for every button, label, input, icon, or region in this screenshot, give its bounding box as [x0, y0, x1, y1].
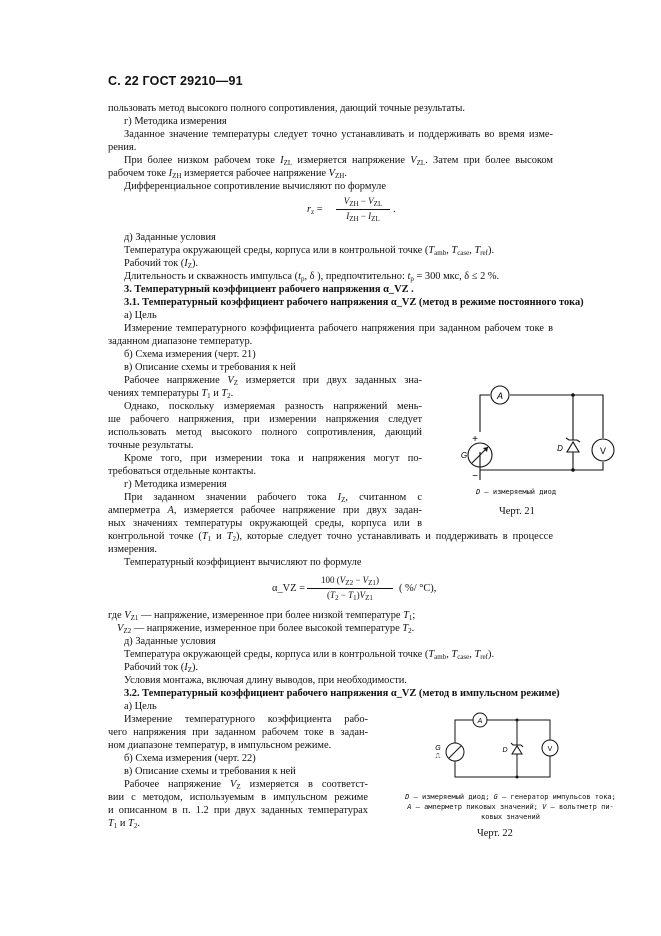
text-line: б) Схема измерения (черт. 22): [124, 753, 256, 764]
fraction-bar: [336, 209, 390, 210]
text-line: $T_1$ и $T_2$.: [108, 818, 140, 830]
text-line: рения.: [108, 142, 137, 153]
diode-label: D: [557, 444, 563, 453]
text-line: $V_{Z2}$ — напряжение, измеренное при более высокой температуре $T_2$.: [117, 623, 415, 635]
voltmeter-label: V: [547, 746, 553, 753]
formula-numerator: $V_{ZH} - V_{ZL}$: [343, 196, 383, 208]
text-line: чениях температуры $T_1$ и $T_2$.: [108, 388, 234, 400]
text-line: При более низком рабочем токе $I_{ZL}$ измеряется напряжение $V_{ZL}$. Затем при более высоком: [124, 155, 553, 167]
text-line: Дифференциальное сопротивление вычисляют по формуле: [124, 181, 386, 192]
pulse-label: ⎍: [435, 753, 441, 760]
page-header: С. 22 ГОСТ 29210—91: [108, 74, 243, 88]
fraction-bar: [307, 588, 393, 589]
generator-label: G: [460, 451, 468, 460]
minus-sign: −: [472, 471, 478, 480]
text-line: пользовать метод высокого полного сопротивления, дающий точные результаты.: [108, 103, 465, 114]
text-line: использовать метод высокого полного сопротивления, дающий: [108, 427, 422, 438]
generator-label: G: [435, 745, 441, 752]
section-heading: 3.2. Температурный коэффициент рабочего напряжения α_VZ (метод в импульсном режиме): [124, 688, 560, 699]
text-line: Рабочий ток $(I_Z)$.: [124, 258, 199, 270]
figure-caption: D — измеряемый диод; G — генератор импульсов тока;: [405, 793, 616, 801]
text-line: Измерение температурного коэффициента рабочего напряжения при заданном рабочем токе в: [124, 323, 553, 334]
text-line: Заданное значение температуры следует точно устанавливать и поддерживать во время изме-: [124, 129, 553, 140]
formula-lhs: α_VZ =: [272, 583, 305, 594]
text-line: в) Описание схемы и требования к ней: [124, 766, 296, 777]
text-line: вии с методом, используемым в импульсном режиме: [108, 792, 368, 803]
text-line: Температура окружающей среды, корпуса или в контрольной точке ($T_{amb}$, $T_{case}$, $T_{ref}$).: [124, 245, 495, 257]
formula-tail: ( %/ °C),: [399, 583, 437, 594]
figure-caption: A — амперметр пиковых значений; V — вольтметр пи-: [407, 803, 614, 811]
text-line: Температура окружающей среды, корпуса или в контрольной точке ($T_{amb}$, $T_{case}$, $T_{ref}$).: [124, 649, 495, 661]
text-line: Рабочее напряжение $V_Z$ измеряется при двух заданных зна-: [124, 375, 422, 387]
text-line: контрольной точке ($T_1$ и $T_2$), которые следует точно устанавливать и поддерживать в процессе: [108, 531, 553, 543]
figure-caption: ковых значений: [480, 813, 540, 821]
text-line: ном диапазоне температур, в импульсном режиме.: [108, 740, 332, 751]
text-line: измерения.: [108, 544, 158, 555]
text-line: а) Цель: [124, 310, 157, 321]
text-line: ше рабочего напряжения, при измерении напряжения следует: [108, 414, 422, 425]
text-line: Длительность и скважность импульса ($t_p$, δ ), предпочтительно: $t_p = 300$ мкс, δ ≤ 2 %.: [124, 271, 500, 283]
text-line: в) Описание схемы и требования к ней: [124, 362, 296, 373]
formula-tail: .: [393, 204, 396, 215]
plus-sign: +: [472, 434, 478, 445]
text-line: Условия монтажа, включая длину выводов, при необходимости.: [124, 675, 407, 686]
text-line: точные результаты.: [108, 440, 194, 451]
text-line: требоваться отдельные контакты.: [108, 466, 256, 477]
diode-label: D: [502, 747, 508, 754]
text-line: а) Цель: [124, 701, 157, 712]
text-line: Температурный коэффициент вычисляют по формуле: [124, 557, 362, 568]
figure-title: Черт. 22: [477, 828, 513, 839]
text-line: ных значениях температуры окружающей среды, корпуса или в: [108, 518, 422, 529]
circuit-diagram-21: [430, 380, 630, 480]
ammeter-label: A: [477, 718, 483, 725]
text-line: г) Методика измерения: [124, 479, 227, 490]
text-line: Рабочий ток $(I_Z)$.: [124, 662, 199, 674]
figure-title: Черт. 21: [499, 506, 535, 517]
section-heading: 3.1. Температурный коэффициент рабочего напряжения α_VZ (метод в режиме постоянного тока): [124, 297, 584, 308]
text-line: д) Заданные условия: [124, 232, 216, 243]
text-line: амперметра A, измеряется рабочее напряжение при двух задан-: [108, 505, 422, 516]
text-line: При заданном значении рабочего тока $I_Z$, считанном с: [124, 492, 422, 504]
figure-caption: D — измеряемый диод: [476, 488, 557, 496]
text-line: Измерение температурного коэффициента рабо-: [124, 714, 368, 725]
text-line: и описанном в п. 1.2 при двух заданных температурах: [108, 805, 368, 816]
formula-denominator: $I_{ZH} - I_{ZL}$: [346, 211, 380, 223]
formula-denominator: $(T_2 - T_1)V_{Z1}$: [327, 590, 373, 602]
text-line: Однако, поскольку измеряемая разность напряжений мень-: [124, 401, 422, 412]
text-line: б) Схема измерения (черт. 21): [124, 349, 256, 360]
voltmeter-label: V: [599, 446, 607, 456]
formula-lhs: $r_z$ =: [307, 204, 323, 216]
text-line: где $V_{Z1}$ — напряжение, измеренное при более низкой температуре $T_1$;: [108, 610, 416, 622]
circuit-diagram-22: [425, 705, 575, 785]
text-line: Кроме того, при измерении тока и напряжения могут по-: [124, 453, 422, 464]
text-line: Рабочее напряжение $V_Z$ измеряется в соответст-: [124, 779, 368, 791]
text-line: г) Методика измерения: [124, 116, 227, 127]
text-line: д) Заданные условия: [124, 636, 216, 647]
text-line: заданном диапазоне температур.: [108, 336, 253, 347]
text-line: рабочем токе $I_{ZH}$ измеряется рабочее напряжение $V_{ZH}$.: [108, 168, 347, 180]
text-line: чего напряжения при заданном рабочем токе в задан-: [108, 727, 368, 738]
section-heading: 3. Температурный коэффициент рабочего напряжения α_VZ .: [124, 284, 414, 295]
ammeter-label: A: [496, 391, 504, 401]
formula-numerator: 100 $(V_{Z2} - V_{Z1})$: [321, 575, 379, 587]
